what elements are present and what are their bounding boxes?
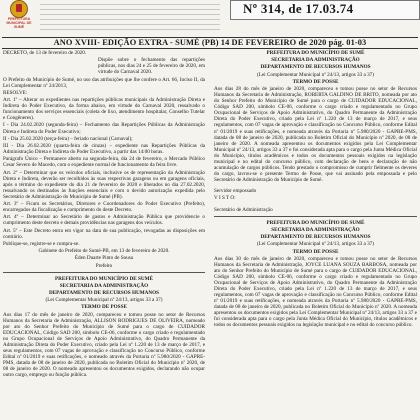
right-column <box>214 50 417 330</box>
section-title: TERMO DE POSSE <box>292 78 339 85</box>
section-header: SECRETARIA DA ADMINISTRAÇÃO <box>271 226 360 233</box>
logo-text: PREFEITURA MUNICIPAL DE SUMÉ <box>6 17 32 29</box>
section-header: DEPARTAMENTO DE RECURSOS HUMANOS <box>48 290 160 297</box>
masthead-rule <box>40 4 220 5</box>
section-title: TERMO DE POSSE <box>292 248 339 255</box>
section-header: (Lei Complementar Municipal nº 24/13, artigos 33 a 37) <box>45 297 163 304</box>
section-header: PREFEITURA DO MUNICÍPIO DE SUMÉ <box>55 275 153 282</box>
decree-summary: Dispõe sobre o fechamento das repartições públicas, nos dias 24 e 25 de fevereiro de 2020, em virtude do Carnaval 2020. <box>98 57 205 76</box>
posse-text: Aos dias 30 do mês de janeiro de 2020, compareceu e tomou posse no setor de Recursos Humanos da Secretaria de Administração, JOYCE LUANA SOUZA BARBOSA, nomeada por ato do Senhor Prefeito do Município de Sumé para o cargo de CUIDADOR EDUCACIONAL, Código SAD 200, símbolo CE-06, conforme o cargo criado e regulamentado no Grupo Ocupacional de Serviços de Apoio Administrativo, do Quadro Permanente da Administração Direta do Poder Executivo, criado pela Lei nº 1.220 de 13 de março de 2017, e seus regulamentos, com 07 vagas de aprovação e classificação no Concurso Público, conforme Edital nº 01/2019 e suas retificações, e nomeada através da Portaria nº 5.980/2020 - GAPRE-PMS, datada de 08 de janeiro de 2020, publicada no Boletim Oficial do Município nº 2020. A nomeada apresentou os documentos exigidos pela Lei Complementar Municipal nº 24/13, artigos 33 a 37 e foi considerada apta para o cargo pela Junta Médica Oficial do Município, títulos acadêmicos e todos os documentos pessoais exigidos na legislação municipal e no edital do concurso público. <box>214 255 417 329</box>
section-header: PREFEITURA DO MUNICÍPIO DE SUMÉ <box>266 50 365 56</box>
masthead-rule <box>40 19 220 20</box>
masthead-rule <box>40 24 220 25</box>
section-header: DEPARTAMENTO DE RECURSOS HUMANOS <box>260 234 371 241</box>
municipal-logo <box>2 0 34 30</box>
decree-article-3: Art. 3º – Ficam os Secretários, Diretores e Coordenadores do Poder Executivo (Prefeito), encarregados da fiscalização e cumprimento do deste Decreto. <box>3 200 205 213</box>
decree-article-1: Art. 1º – Alterar os expedientes nas repartições públicas municipais da Administração Direta e Indireta do Poder Executivo, da forma abaixo, em virtude do Carnaval 2020, ressalvado o funcionamento dos serviços essenciais (coleta de lixo, atendimento hospitalar, Conselho Tutelar e Congêneres). <box>3 97 205 122</box>
decree-article-1-iii: III - Dia 26.02.2020 (quarta-feira de cinzas) – expediente nas Repartições Públicas da Administração Direta e Indireta do Poder Executivo, a partir das 14:00 horas. <box>3 142 205 156</box>
decree-article-2: Art. 2º – Determinar que os veículos oficiais, inclusive os de representação da Administração Direta e Indireta, deverão ser recolhidos às suas respectivas garagens ou em garagens oficiais, após o término do expediente do dia 21 de fevereiro de 2020 e liberados no dia 27.02.2020, ressalvando os destinados às funções essenciais e com o devido autorização expedida pelo Secretário de Administração do Município de Sumé (PB). <box>3 169 205 200</box>
section-header: SECRETARIA DA ADMINISTRAÇÃO <box>59 282 149 289</box>
left-column <box>3 50 205 379</box>
decree-preamble: O Prefeito do Município de Sumé, no uso das atribuições que lhe confere o Art. 66, Inciso II, da Lei Complementar nº 24/2013, <box>3 76 205 89</box>
decree-article-1-ii: II - Dia 25.02.2020 (terça-feira) – feriado nacional (Carnaval); <box>3 135 133 142</box>
crest-icon <box>10 0 28 18</box>
decree-header: DECRETO, de 13 de fevereiro de 2020. <box>3 50 87 56</box>
decree-closing: Publique-se, registre-se e cumpra-se. <box>3 240 80 247</box>
section-header: (Lei Complementar Municipal nº 24/13, artigos 33 a 37) <box>256 241 374 248</box>
masthead-rule <box>40 14 220 15</box>
masthead-rule <box>40 29 220 30</box>
decree-resolves: RESOLVE: <box>3 89 28 96</box>
decree-article-1-paragraph: Parágrafo Único – Permanece aberto na segunda-feira, dia 24 de fevereiro, o Mercado Público Cesar Severo de Macedo, com o expediente normal de funcionamento da feira livre. <box>3 156 205 169</box>
officer-label: Servidor empossado <box>214 188 257 195</box>
section-header: DEPARTAMENTO DE RECURSOS HUMANOS <box>260 64 371 71</box>
posse-text: Aos dias 28 do mês de janeiro de 2020, compareceu e tomou posse no setor de Recursos Humanos da Secretaria de Administração, ROBERTA GALDINO DE BRITO, nomeada por ato do Senhor Prefeito do Município de Sumé para o cargo de CUIDADOR EDUCACIONAL, Código SAD 200, símbolo CE-06, conforme o cargo criado e regulamentado no Grupo Ocupacional de Serviços de Apoio Administrativo, do Quadro Permanente da Administração Direta do Poder Executivo, criado pela Lei nº 1.220 de 13 de março de 2017, e seus regulamentos, com 07 vagas de aprovação e classificação no Concurso Público, conforme Edital nº 01/2019 e suas retificações, e nomeada através da Portaria nº 5.980/2020 - GAPRE-PMS, datada de 08 de janeiro de 2020, publicada no Boletim Oficial do Município nº 2020, de 08 de janeiro de 2020. A nomeada apresentou os documentos exigidos pela Lei Complementar Municipal nº 24/13, artigos 33 a 37 e foi considerada apta para o cargo pela Junta Médica Oficial do Município, títulos acadêmicos e todos os documentos pessoais exigidos na legislação municipal e no edital do concurso público, com declaração de bens e declaração de não acumulação de cargos públicos. Tendo prestado o compromisso de cumprir fielmente os deveres do cargo, lavrou-se o presente Termo de Posse, que vai assinado pela empossada e pelo Secretário de Administração do Município de Sumé. <box>214 86 417 183</box>
signature-name: Éden Duarte Pinto de Sousa <box>74 255 134 262</box>
signature-place: Gabinete do Prefeito de Sumé-PB, em 13 de fevereiro de 2020. <box>38 248 170 255</box>
section-header: SECRETARIA DA ADMINISTRAÇÃO <box>271 57 360 64</box>
posse-text: Aos dias 17 do mês de janeiro de 2020, compareceu e tomou posse no setor de Recursos Humanos da Secretaria de Administração, ALLISON RODRIGUES DE OLIVEIRA, nomeado por ato do Senhor Prefeito do Município de Sumé para o cargo de CUIDADOR EDUCACIONAL, Código SAD 200, símbolo CE-06, conforme o cargo criado e regulamentado no Grupo Ocupacional de Serviços de Apoio Administrativo, do Quadro Permanente da Administração Direta do Poder Executivo, criado pela Lei nº 1.220 de 13 de março de 2017, e seus regulamentos, com 07 vagas de aprovação e classificação no Concurso Público, conforme Edital nº 01/2019 e suas retificações, e nomeado através da Portaria nº 5.980/2020 - GAPRE-PMS, datada de 08 de janeiro de 2020, publicada no Boletim Oficial do Município nº 2020, de 08 de janeiro de 2020. O nomeado apresentou os documentos exigidos, declarando não ocupar outro cargo, emprego ou função pública. <box>3 311 205 379</box>
masthead-rule <box>40 9 220 10</box>
section-divider <box>3 272 205 273</box>
masthead <box>0 0 420 36</box>
secretary-label: Secretário de Administração <box>214 206 273 213</box>
section-divider <box>214 216 417 217</box>
section-title: TERMO DE POSSE <box>81 304 127 311</box>
section-header: (Lei Complementar Municipal nº 24/13, artigos 33 a 37) <box>256 71 374 78</box>
decree-article-1-i: I - Dia 24.02.2020 (segunda-feira) – Fechamento das Repartições Públicas da Administração Direta e Indireta do Poder Executivo; <box>3 122 205 135</box>
section-header: PREFEITURA DO MUNICÍPIO DE SUMÉ <box>266 219 365 226</box>
seen-label: V I S T O: <box>214 195 236 202</box>
decree-article-4: Art. 4º – Determinar ao Secretário de gastos e Administração Pública que providencie o cumprimento deste decreto e demais providências nas garagens dos veículos. <box>3 214 205 227</box>
issue-number: Nº 314, de 17.03.74 <box>243 1 354 16</box>
signature-role: Prefeito <box>95 262 113 269</box>
edition-line: ANO XVIII- EDIÇÃO EXTRA - SUMÉ (PB) 14 DE FEVEREIRO de 2020 pág. 01-03 <box>2 37 418 49</box>
decree-article-5: Art. 5º – Este Decreto entra em vigor na data de sua publicação, revogadas as disposições em contrário. <box>3 227 205 240</box>
